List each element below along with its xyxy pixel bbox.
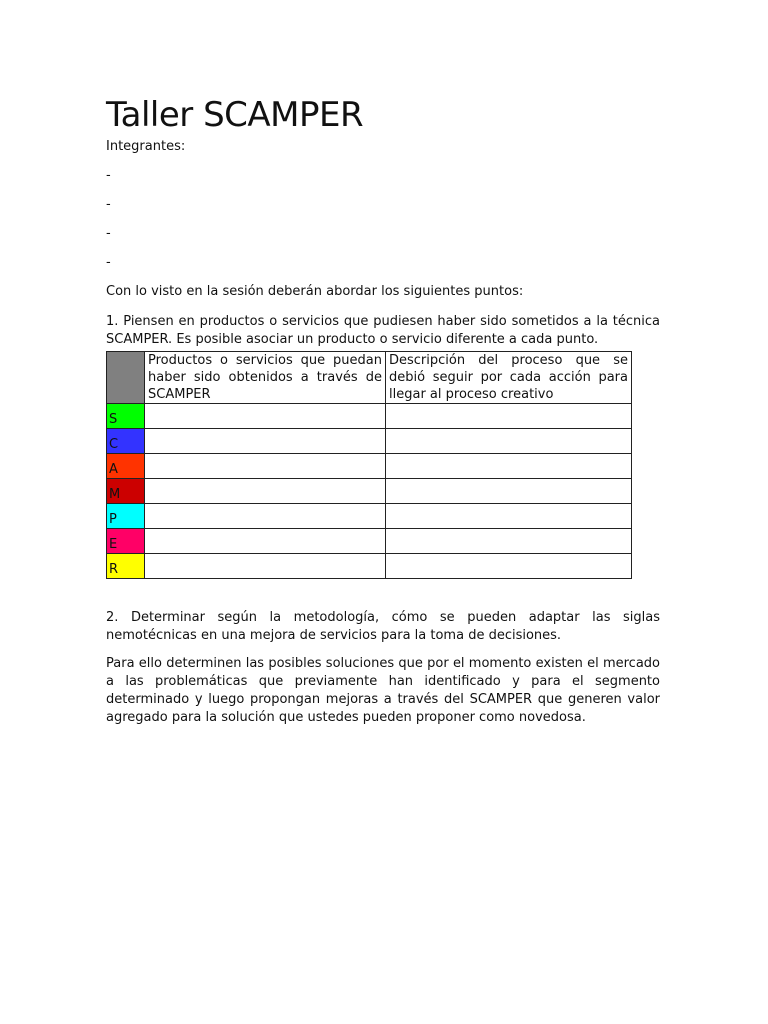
page-title: Taller SCAMPER <box>106 95 364 135</box>
table-row <box>107 454 632 479</box>
integrante-dash-3: - <box>106 226 111 241</box>
scamper-letter-s: S <box>107 404 145 429</box>
document-content <box>106 92 660 727</box>
table-cell-product[interactable] <box>145 504 386 529</box>
point-2-text: 2. Determinar según la metodología, cómo se pueden adaptar las siglas nemotécnicas en una mejora de servicios para la toma de decisiones. <box>106 610 660 643</box>
integrante-dash-1: - <box>106 168 111 183</box>
intro-text: Con lo visto en la sesión deberán abordar los siguientes puntos: <box>106 284 524 299</box>
table-cell-description[interactable] <box>386 504 632 529</box>
scamper-letter-a: A <box>107 454 145 479</box>
scamper-letter-p: P <box>107 504 145 529</box>
table-cell-description[interactable] <box>386 454 632 479</box>
table-row <box>107 529 632 554</box>
table-cell-product[interactable] <box>145 529 386 554</box>
scamper-letter-r: R <box>107 554 145 579</box>
table-cell-description[interactable] <box>386 529 632 554</box>
table-header-products: Productos o servicios que puedan haber sido obtenidos a través de SCAMPER <box>145 352 386 404</box>
table-cell-product[interactable] <box>145 404 386 429</box>
integrante-dash-4: - <box>106 255 111 270</box>
table-cell-description[interactable] <box>386 554 632 579</box>
integrante-dash-2: - <box>106 197 111 212</box>
table-cell-product[interactable] <box>145 429 386 454</box>
table-row <box>107 554 632 579</box>
integrantes-label: Integrantes: <box>106 139 186 154</box>
scamper-letter-c: C <box>107 429 145 454</box>
table-header-description: Descripción del proceso que se debió seguir por cada acción para llegar al proceso creativo <box>386 352 632 404</box>
table-cell-product[interactable] <box>145 479 386 504</box>
table-cell-description[interactable] <box>386 404 632 429</box>
table-cell-description[interactable] <box>386 429 632 454</box>
table-corner-cell <box>107 352 145 404</box>
table-cell-product[interactable] <box>145 454 386 479</box>
point-1-text: 1. Piensen en productos o servicios que pudiesen haber sido sometidos a la técnica SCAMPER. Es posible asociar un producto o servicio diferente a cada punto. <box>106 314 660 347</box>
scamper-table <box>106 351 632 579</box>
table-row <box>107 429 632 454</box>
scamper-letter-m: M <box>107 479 145 504</box>
table-cell-description[interactable] <box>386 479 632 504</box>
table-row <box>107 404 632 429</box>
table-row <box>107 479 632 504</box>
instructions-paragraph: Para ello determinen las posibles soluciones que por el momento existen el mercado a las problemáticas que previamente han identificado y para el segmento determinado y luego propongan mejoras a través del SCAMPER que generen valor agregado para la solución que ustedes pueden proponer como novedosa. <box>106 656 660 725</box>
table-row <box>107 504 632 529</box>
table-cell-product[interactable] <box>145 554 386 579</box>
table-header-row <box>107 352 632 404</box>
scamper-letter-e: E <box>107 529 145 554</box>
